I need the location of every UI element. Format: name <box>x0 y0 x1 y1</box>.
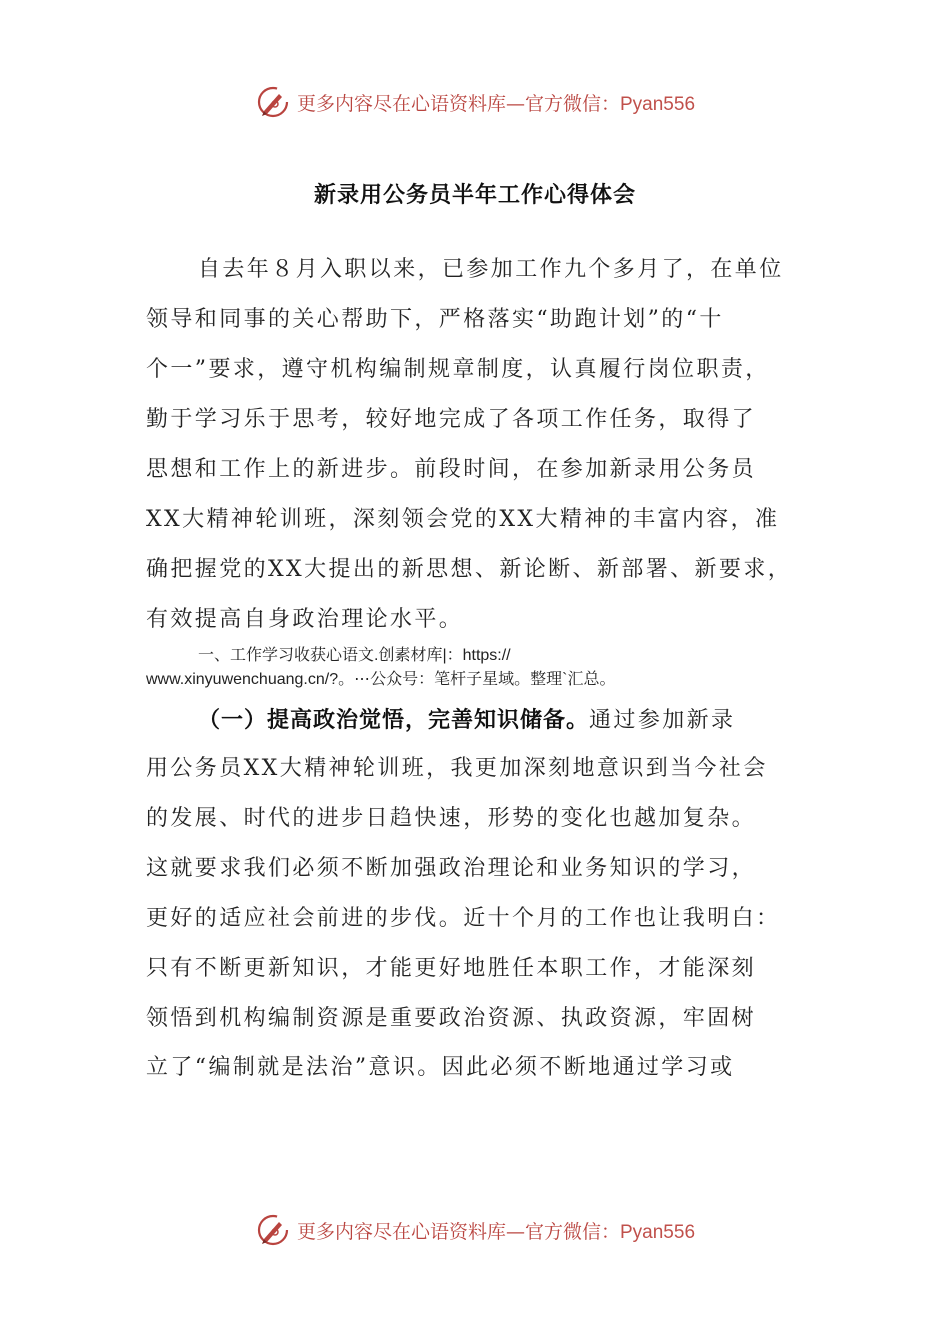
subsection-bold-lead: （一）提高政治觉悟，完善知识储备。 <box>198 707 590 733</box>
subsection-line-4: 这就要求我们必须不断加强政治理论和业务知识的学习， <box>146 856 757 881</box>
header-wechat-id: Pyan556 <box>620 93 696 115</box>
pen-swirl-logo-icon <box>255 1212 291 1248</box>
intro-line-5: 思想和工作上的新进步。前段时间，在参加新录用公务员 <box>146 457 757 482</box>
intro-line-8: 有效提高自身政治理论水平。 <box>146 607 464 632</box>
intro-line-6: XX大精神轮训班，深刻领会党的XX大精神的丰富内容，准 <box>146 507 780 532</box>
header-banner-label: 更多内容尽在心语资料库—官方微信： <box>296 92 620 115</box>
document-title: 新录用公务员半年工作心得体会 <box>313 182 636 208</box>
footer-banner-text <box>297 1217 695 1244</box>
subsection-line-7: 领悟到机构编制资源是重要政治资源、执政资源，牢固树 <box>146 1006 757 1031</box>
subsection-first-line <box>198 705 735 736</box>
intro-line-7: 确把握党的XX大提出的新思想、新论断、新部署、新要求， <box>146 557 793 582</box>
intro-line-1: 自去年８月入职以来，已参加工作九个多月了，在单位 <box>198 257 784 282</box>
subsection-line-6: 只有不断更新知识，才能更好地胜任本职工作，才能深刻 <box>146 956 757 981</box>
subsection-line-8: 立了“编制就是法治”意识。因此必须不断地通过学习或 <box>146 1055 735 1080</box>
footer-banner-label: 更多内容尽在心语资料库—官方微信： <box>296 1220 620 1243</box>
footer-banner <box>0 1210 950 1250</box>
intro-line-2: 领导和同事的关心帮助下，严格落实“助跑计划”的“十 <box>146 307 724 332</box>
footer-wechat-id: Pyan556 <box>620 1221 696 1243</box>
subsection-line-5: 更好的适应社会前进的步伐。近十个月的工作也让我明白： <box>146 906 781 931</box>
subsection-line-3: 的发展、时代的进步日趋快速，形势的变化也越加复杂。 <box>146 806 757 831</box>
intro-line-4: 勤于学习乐于思考，较好地完成了各项工作任务，取得了 <box>146 407 757 432</box>
intro-line-3: 个一”要求，遵守机构编制规章制度，认真履行岗位职责， <box>146 357 770 382</box>
pen-swirl-logo-icon <box>255 84 291 120</box>
header-banner-text <box>297 89 695 116</box>
subsection-line-2: 用公务员XX大精神轮训班，我更加深刻地意识到当今社会 <box>146 756 768 781</box>
section-heading-line-1: 一、工作学习收获心语文.创素材库|：https:// <box>198 647 511 664</box>
section-heading-line-2: www.xinyuwenchuang.cn/?。⋯公众号：笔杆子星域。整理`汇总。 <box>146 671 616 688</box>
subsection-first-line-rest: 通过参加新录 <box>589 708 736 733</box>
header-banner <box>0 82 950 122</box>
